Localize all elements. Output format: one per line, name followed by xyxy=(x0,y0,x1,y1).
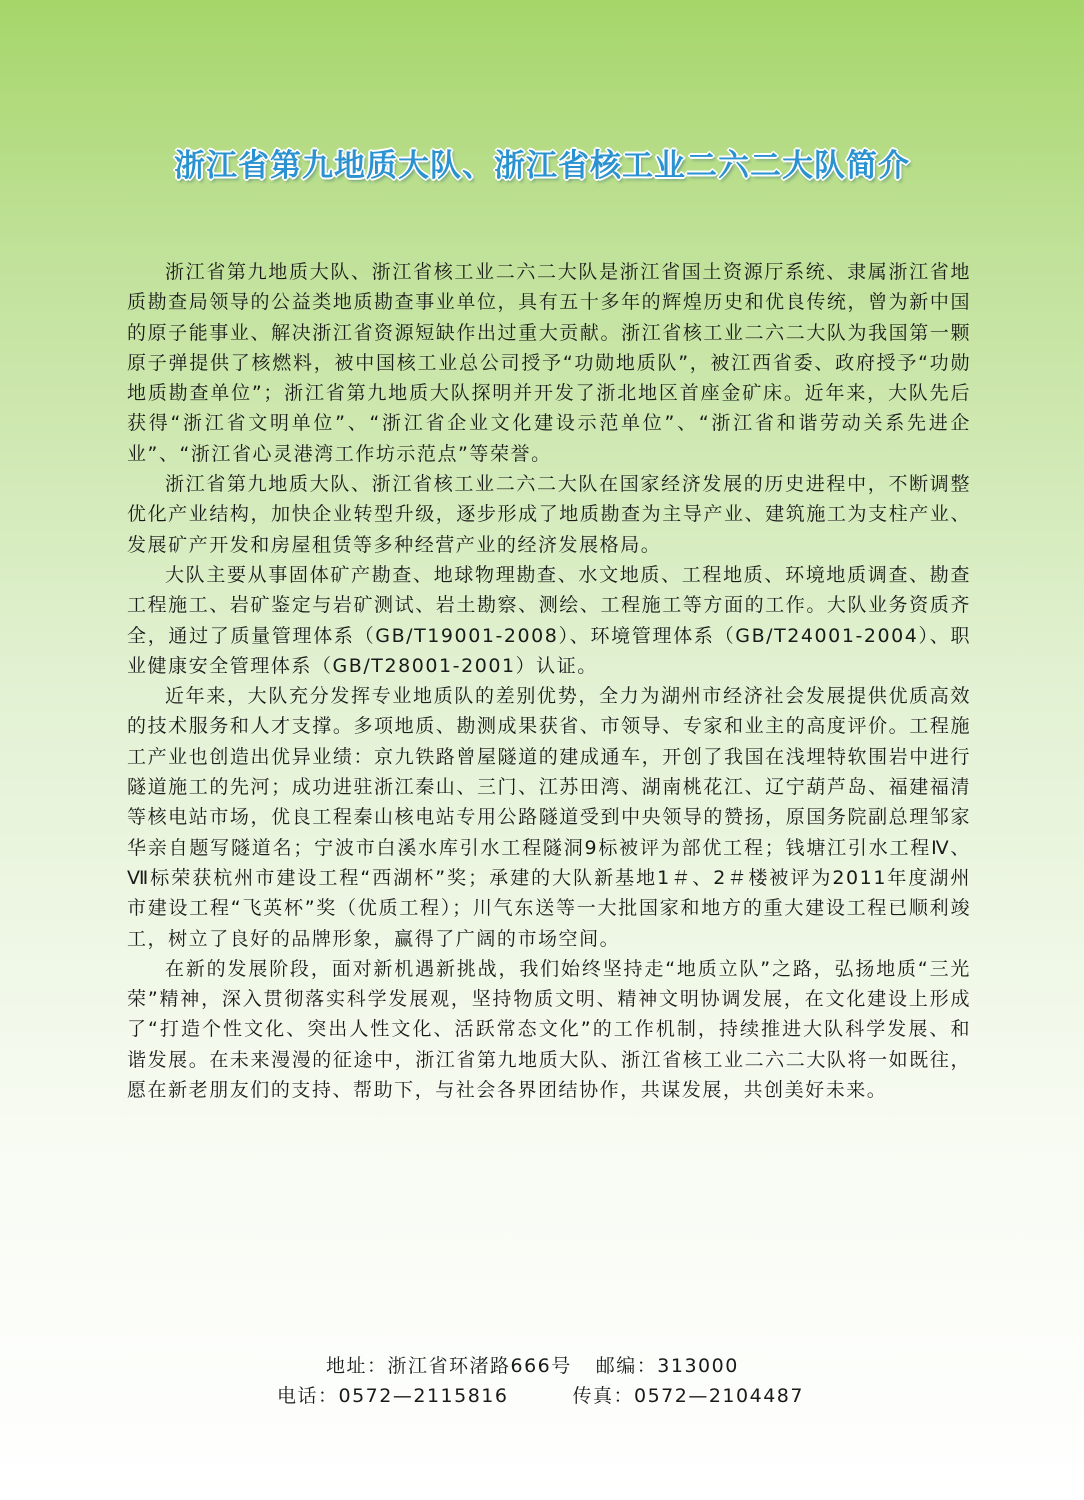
postcode-text: 邮编：313000 xyxy=(595,1355,739,1377)
introduction-body xyxy=(127,257,971,1105)
paragraph-achievements: 近年来，大队充分发挥专业地质队的差别优势，全力为湖州市经济社会发展提供优质高效的技术服务和人才支撑。多项地质、勘测成果获省、市领导、专家和业主的高度评价。工程施工产业也创造出优异业绩：京九铁路曾屋隧道的建成通车，开创了我国在浅埋特软围岩中进行隧道施工的先河；成功进驻浙江秦山、三门、江苏田湾、湖南桃花江、辽宁葫芦岛、福建福清等核电站市场，优良工程秦山核电站专用公路隧道受到中央领导的赞扬，原国务院副总理邹家华亲自题写隧道名；宁波市白溪水库引水工程隧洞9标被评为部优工程；钱塘江引水工程Ⅳ、Ⅶ标荣获杭州市建设工程“西湖杯”奖；承建的大队新基地1＃、2＃楼被评为2011年度湖州市建设工程“飞英杯”奖（优质工程）；川气东送等一大批国家和地方的重大建设工程已顺利竣工，树立了良好的品牌形象，赢得了广阔的市场空间。 xyxy=(127,685,971,950)
address-text: 地址：浙江省环渚路666号 xyxy=(326,1355,572,1377)
paragraph-industry-structure: 浙江省第九地质大队、浙江省核工业二六二大队在国家经济发展的历史进程中，不断调整优化产业结构，加快企业转型升级，逐步形成了地质勘查为主导产业、建筑施工为支柱产业、发展矿产开发和房屋租赁等多种经营产业的经济发展格局。 xyxy=(127,473,971,556)
footer-line-address xyxy=(326,1351,739,1381)
paragraph-history: 浙江省第九地质大队、浙江省核工业二六二大队是浙江省国土资源厅系统、隶属浙江省地质勘查局领导的公益类地质勘查事业单位，具有五十多年的辉煌历史和优良传统，曾为新中国的原子能事业、解决浙江省资源短缺作出过重大贡献。浙江省核工业二六二大队为我国第一颗原子弹提供了核燃料，被中国核工业总公司授予“功勋地质队”，被江西省委、政府授予“功勋地质勘查单位”；浙江省第九地质大队探明并开发了浙北地区首座金矿床。近年来，大队先后获得“浙江省文明单位”、“浙江省企业文化建设示范单位”、“浙江省和谐劳动关系先进企业”、“浙江省心灵港湾工作坊示范点”等荣誉。 xyxy=(127,261,971,465)
paragraph-business-scope: 大队主要从事固体矿产勘查、地球物理勘查、水文地质、工程地质、环境地质调查、勘查工程施工、岩矿鉴定与岩矿测试、岩土勘察、测绘、工程施工等方面的工作。大队业务资质齐全，通过了质量管理体系（GB/T19001-2008）、环境管理体系（GB/T24001-2004）、职业健康安全管理体系（GB/T28001-2001）认证。 xyxy=(127,563,971,677)
paragraph-outlook: 在新的发展阶段，面对新机遇新挑战，我们始终坚持走“地质立队”之路，弘扬地质“三光荣”精神，深入贯彻落实科学发展观，坚持物质文明、精神文明协调发展，在文化建设上形成了“打造个性文化、突出人性文化、活跃常态文化”的工作机制，持续推进大队科学发展、和谐发展。在未来漫漫的征途中，浙江省第九地质大队、浙江省核工业二六二大队将一如既往，愿在新老朋友们的支持、帮助下，与社会各界团结协作，共谋发展，共创美好未来。 xyxy=(127,957,971,1102)
page-title: 浙江省第九地质大队、浙江省核工业二六二大队简介 xyxy=(174,148,910,184)
phone-text: 电话：0572—2115816 xyxy=(277,1385,509,1407)
footer-line-phone xyxy=(277,1381,804,1411)
fax-text: 传真：0572—2104487 xyxy=(572,1385,804,1407)
